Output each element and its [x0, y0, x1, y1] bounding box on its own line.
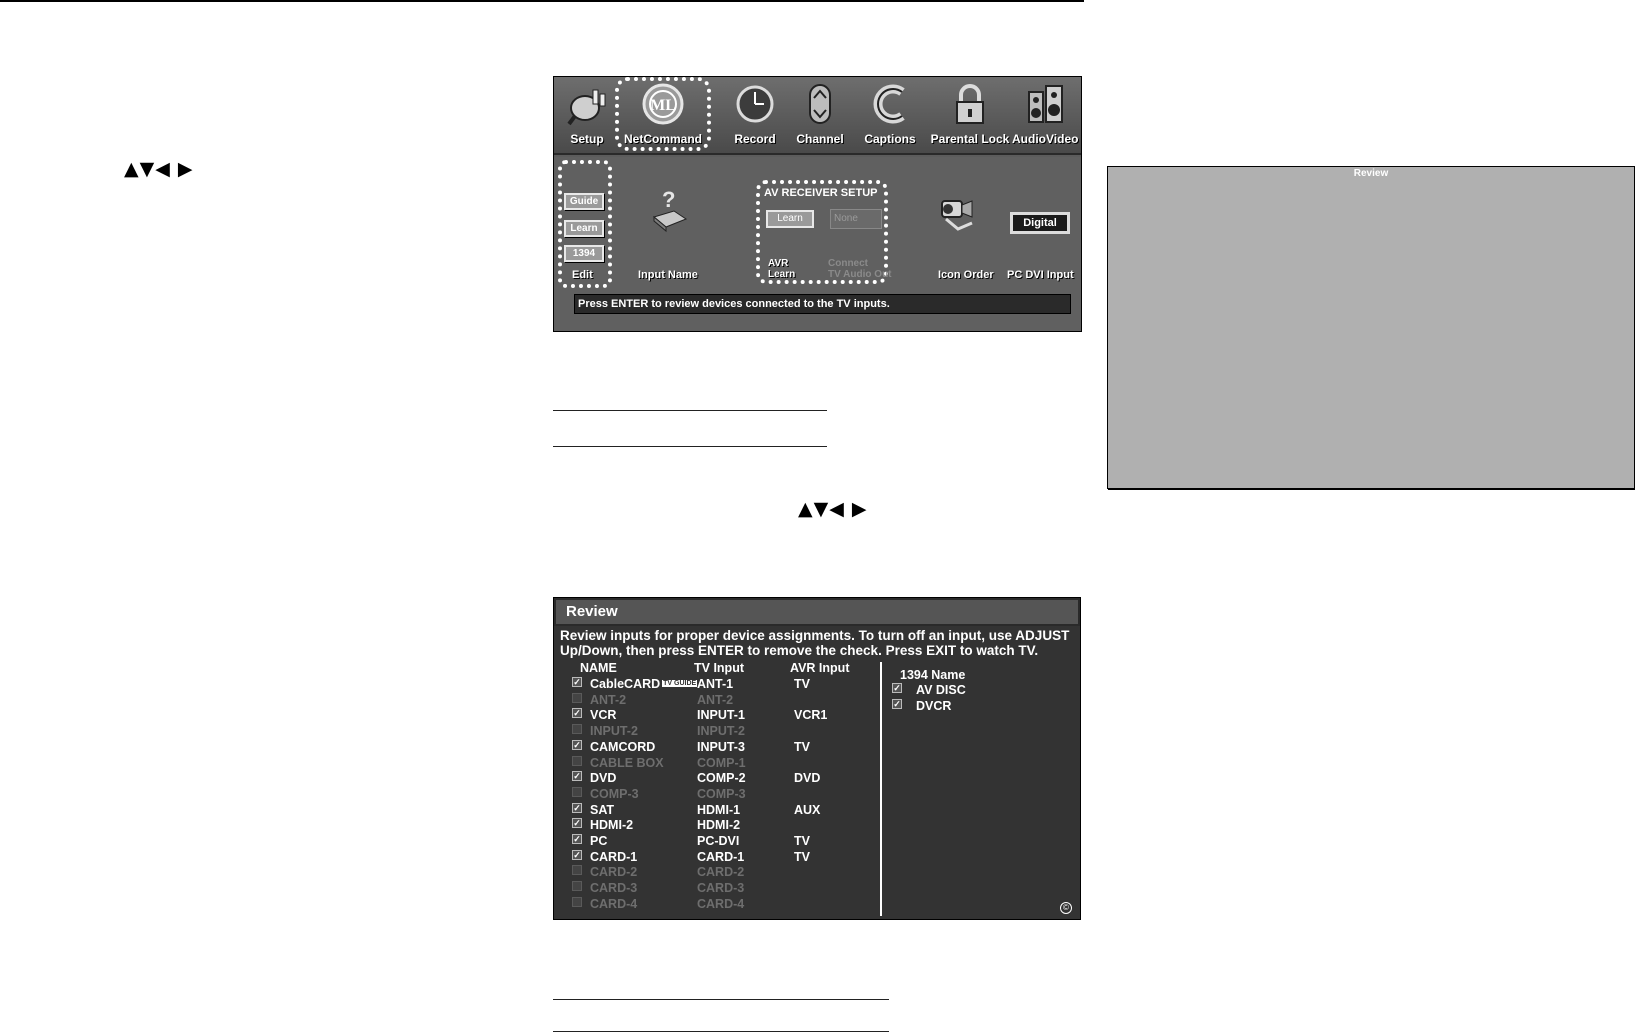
row-name-text: CARD-4	[590, 896, 638, 911]
record-clock-icon	[733, 82, 777, 126]
row-tv-input: COMP-1	[697, 755, 746, 770]
row-tv-input: CARD-2	[697, 865, 745, 880]
row-avr-input: AUX	[794, 802, 821, 817]
row-name	[590, 834, 607, 848]
row-name-text: CARD-1	[590, 849, 638, 864]
svg-text:?: ?	[662, 187, 676, 212]
row-avr-input: TV	[794, 677, 810, 691]
table-row[interactable]	[554, 693, 880, 709]
table-row[interactable]	[554, 708, 880, 724]
table-row[interactable]	[554, 865, 880, 881]
row-name-text: CARD-3	[590, 881, 638, 896]
guide-button[interactable]: Guide	[564, 193, 604, 210]
row-name	[590, 756, 664, 770]
row-tv-input: ANT-1	[697, 677, 734, 691]
input-name-label: Input Name	[638, 269, 698, 281]
device-checkbox[interactable]: ✓	[893, 683, 901, 693]
menu-item-channel[interactable]	[792, 82, 848, 146]
row-name-text: VCR	[590, 708, 617, 723]
device-name: AV DISC	[916, 683, 966, 697]
nav-arrows-icon-2: ▲▼◀ ▶	[798, 498, 868, 520]
row-tv-input: COMP-3	[697, 786, 746, 801]
row-checkbox[interactable]: ✓	[573, 677, 581, 687]
review-button[interactable]: Review	[1107, 166, 1635, 489]
fill-in-line	[553, 999, 889, 1000]
table-row[interactable]	[554, 756, 880, 772]
avr-device-field[interactable]: None	[830, 209, 882, 229]
menu-item-audiovideo[interactable]	[1012, 82, 1078, 146]
row-name	[590, 865, 637, 879]
row-tv-input: INPUT-3	[697, 739, 745, 754]
table-row[interactable]	[554, 803, 880, 819]
table-row[interactable]	[554, 834, 880, 850]
row-avr-input: DVD	[794, 771, 821, 786]
menu-item-label: Channel	[796, 132, 844, 146]
row-name-text: HDMI-2	[590, 818, 634, 833]
1394-button[interactable]: 1394	[564, 245, 604, 262]
row-name-text: DVD	[590, 771, 617, 786]
row-name-text: ANT-2	[590, 692, 627, 707]
table-row[interactable]	[554, 740, 880, 756]
table-row[interactable]	[554, 787, 880, 803]
row-checkbox[interactable]: ✓	[573, 834, 581, 844]
row-name	[590, 740, 655, 754]
device-name: DVCR	[916, 699, 952, 713]
row-name	[590, 677, 697, 691]
connect-label: Connect	[828, 258, 868, 269]
table-row[interactable]	[554, 771, 880, 787]
row-name	[590, 803, 614, 817]
row-tv-input: INPUT-2	[697, 724, 745, 739]
edit-label: Edit	[572, 269, 593, 281]
row-tv-input: CARD-4	[697, 896, 745, 911]
row-checkbox[interactable]: ✓	[573, 708, 581, 719]
connect-label-2: TV Audio Out	[828, 269, 892, 280]
fill-in-line	[553, 446, 827, 447]
menu-item-label: Captions	[864, 132, 916, 146]
svg-text:ML: ML	[650, 97, 676, 114]
avr-learn-button[interactable]: Learn	[766, 210, 814, 228]
tv-input-column-header: TV Input	[694, 661, 744, 675]
row-checkbox[interactable]	[572, 865, 582, 875]
menu-item-parental-lock[interactable]	[928, 82, 1012, 146]
review-title: Review	[554, 598, 1080, 626]
row-name-text: CAMCORD	[590, 739, 656, 754]
row-name	[590, 897, 637, 911]
netcommand-menu-screen	[553, 76, 1389, 332]
row-name-text: COMP-3	[590, 786, 639, 801]
fill-in-line	[553, 410, 827, 411]
row-name	[590, 693, 626, 707]
netcommand-logo-icon	[641, 82, 685, 126]
row-checkbox[interactable]: ✓	[573, 739, 581, 750]
camcorder-icon[interactable]	[938, 193, 978, 233]
menu-item-label: NetCommand	[623, 132, 702, 146]
name-column-header: NAME	[580, 661, 617, 675]
tv-guide-badge: TV GUIDE	[663, 680, 697, 687]
row-checkbox[interactable]	[572, 756, 582, 766]
device-checkbox[interactable]: ✓	[893, 699, 901, 709]
table-row[interactable]	[554, 818, 880, 834]
row-checkbox[interactable]	[572, 787, 582, 797]
pc-dvi-input-value[interactable]: Digital	[1010, 212, 1070, 234]
page-top-rule	[0, 0, 1084, 2]
fill-in-line	[553, 1031, 889, 1032]
instruction-line: Up/Down, then press ENTER to remove the check. Press EXIT to watch TV.	[560, 643, 1039, 658]
row-tv-input: CARD-1	[697, 849, 745, 864]
table-row[interactable]	[554, 850, 880, 866]
row-name	[590, 850, 637, 864]
channel-updown-icon	[798, 82, 842, 126]
row-checkbox[interactable]: ✓	[573, 818, 581, 829]
menu-item-setup[interactable]	[562, 82, 612, 146]
row-tv-input: HDMI-2	[697, 818, 741, 833]
menu-item-label: Setup	[570, 132, 604, 146]
row-checkbox[interactable]: ✓	[573, 771, 581, 782]
row-name-text: CABLE BOX	[590, 755, 664, 770]
list-item[interactable]	[890, 699, 1070, 715]
1394-name-column-header: 1394 Name	[900, 668, 966, 682]
learn-button[interactable]: Learn	[564, 220, 604, 237]
table-row[interactable]	[554, 724, 880, 740]
row-name	[590, 818, 633, 832]
avr-setup-title: AV RECEIVER SETUP	[764, 187, 878, 199]
row-avr-input: TV	[794, 834, 810, 848]
row-name-text: CARD-2	[590, 865, 638, 880]
review-screen	[553, 597, 1081, 920]
row-checkbox[interactable]	[572, 881, 582, 891]
speakers-icon	[1023, 82, 1067, 126]
avr-learn-label-2: Learn	[768, 269, 796, 280]
row-avr-input: TV	[794, 849, 810, 864]
row-tv-input: CARD-3	[697, 881, 745, 896]
icon-order-label: Icon Order	[938, 269, 994, 281]
row-tv-input: INPUT-1	[697, 708, 745, 723]
table-row[interactable]	[554, 897, 880, 913]
row-name	[590, 787, 639, 801]
input-name-icon[interactable]	[650, 187, 690, 231]
list-item[interactable]	[890, 683, 1070, 699]
pc-dvi-input-label: PC DVI Input	[1007, 269, 1074, 281]
row-name	[590, 771, 616, 785]
edit-panel	[554, 157, 1389, 331]
row-name	[590, 881, 637, 895]
menu-item-captions[interactable]	[862, 82, 918, 146]
row-checkbox[interactable]	[572, 693, 582, 703]
column-divider	[880, 662, 882, 916]
row-name-text: SAT	[590, 802, 615, 817]
row-tv-input: COMP-2	[697, 771, 746, 786]
table-row[interactable]	[554, 881, 880, 897]
menu-item-label: Parental Lock	[930, 132, 1010, 146]
captions-c-icon	[868, 82, 912, 126]
review-instructions	[560, 628, 1080, 658]
row-checkbox[interactable]: ✓	[573, 849, 581, 860]
menu-item-label: Record	[734, 132, 776, 146]
row-checkbox[interactable]	[572, 724, 582, 734]
padlock-icon	[948, 82, 992, 126]
row-tv-input: HDMI-1	[697, 802, 741, 817]
menu-item-label: AudioVideo	[1012, 132, 1079, 146]
setup-plug-icon	[565, 82, 609, 126]
status-bar: Press ENTER to review devices connected to the TV inputs.	[574, 294, 1071, 314]
row-tv-input: PC-DVI	[697, 834, 740, 848]
table-row[interactable]	[554, 677, 880, 693]
nav-arrows-icon: ▲▼◀ ▶	[124, 158, 194, 180]
row-name	[590, 708, 616, 722]
menu-icon-strip	[554, 77, 1081, 155]
row-avr-input: TV	[794, 739, 810, 754]
copyright-mark: ©	[1060, 902, 1072, 914]
row-name-text: CableCARD	[590, 677, 661, 691]
row-checkbox[interactable]: ✓	[573, 802, 581, 813]
row-avr-input: VCR1	[794, 708, 828, 723]
avr-input-column-header: AVR Input	[790, 661, 850, 675]
row-checkbox[interactable]	[572, 897, 582, 907]
row-name-text: PC	[590, 834, 608, 848]
menu-item-record[interactable]	[730, 82, 780, 146]
row-tv-input: ANT-2	[697, 692, 734, 707]
row-name	[590, 724, 638, 738]
instruction-line: Review inputs for proper device assignments. To turn off an input, use ADJUST	[560, 628, 1070, 643]
avr-learn-label: AVR	[768, 258, 789, 269]
row-name-text: INPUT-2	[590, 724, 638, 739]
menu-item-netcommand[interactable]	[620, 82, 706, 146]
